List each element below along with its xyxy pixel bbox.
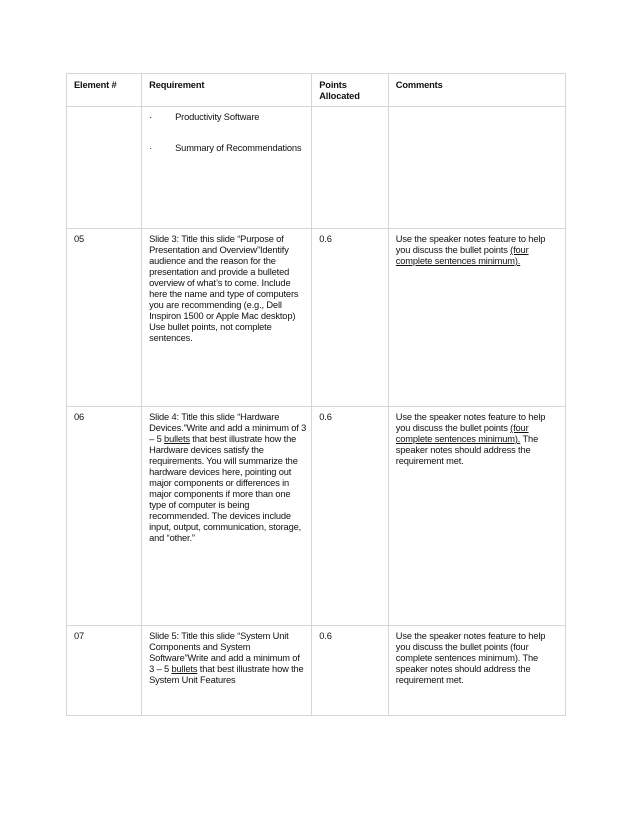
bullet-text: Productivity Software xyxy=(175,112,260,122)
table-row-continued xyxy=(67,107,566,229)
bullet-marker: · xyxy=(149,112,153,122)
requirements-table xyxy=(66,73,566,716)
cell-comments xyxy=(388,407,565,626)
cell-points: 0.6 xyxy=(312,626,389,716)
cell-element: 07 xyxy=(67,626,142,716)
comment-text: Use the speaker notes feature to help you discuss the bullet points xyxy=(395,412,546,433)
cell-element xyxy=(67,107,142,229)
header-points: Points Allocated xyxy=(312,74,389,107)
cell-requirement xyxy=(142,626,312,716)
requirement-text: Slide 5: Title this slide “System Unit Components and System Software”Write and add a minimum of 3 – 5 xyxy=(149,631,300,674)
table-row xyxy=(67,229,566,407)
table-row xyxy=(67,407,566,626)
cell-requirement xyxy=(142,107,312,229)
requirement-text: Slide 4: Title this slide “Hardware Devices.”Write and add a minimum of 3 – 5 xyxy=(149,412,307,444)
header-requirement: Requirement xyxy=(142,74,312,107)
bullet-item-summary xyxy=(149,143,306,154)
cell-requirement: Slide 3: Title this slide “Purpose of Presentation and Overview”Identify audience and the reason for the presentation and provide a bulleted overview of what’s to come. Include here the name and type of computers you are recommending (e.g., Dell Inspiron 1500 or Apple Mac desktop) Use bullet points, not complete sentences. xyxy=(142,229,312,407)
bullets-link[interactable]: bullets xyxy=(164,434,190,444)
cell-element: 05 xyxy=(67,229,142,407)
comment-text: The speaker notes should address the requirement met. xyxy=(395,434,539,466)
cell-comments xyxy=(388,107,565,229)
cell-comments xyxy=(388,229,565,407)
bullet-text: Summary of Recommendations xyxy=(175,143,302,153)
requirement-text: that best illustrate how the Hardware devices satisfy the requirements. You will summarize the hardware devices here, pointing out major components or differences in major components if more than one type of computer is being recommended. The devices include input, output, communication, storage, and “other.” xyxy=(149,434,302,543)
table-header-row xyxy=(67,74,566,107)
requirement-text: that best illustrate how the System Unit Features xyxy=(149,664,304,685)
header-comments: Comments xyxy=(388,74,565,107)
cell-points: 0.6 xyxy=(312,407,389,626)
cell-requirement xyxy=(142,407,312,626)
comment-underlined: (four complete sentences minimum). xyxy=(395,423,529,444)
header-element: Element # xyxy=(67,74,142,107)
cell-points: 0.6 xyxy=(312,229,389,407)
cell-points xyxy=(312,107,389,229)
cell-comments: Use the speaker notes feature to help you discuss the bullet points (four complete sentences minimum). The speaker notes should address the requirement met. xyxy=(388,626,565,716)
bullet-marker: · xyxy=(149,143,153,153)
bullet-item-productivity xyxy=(149,112,306,123)
table-row xyxy=(67,626,566,716)
bullets-link[interactable]: bullets xyxy=(171,664,198,674)
cell-element: 06 xyxy=(67,407,142,626)
comment-text: Use the speaker notes feature to help you discuss the bullet points xyxy=(395,234,546,255)
comment-underlined: (four complete sentences minimum). xyxy=(395,245,529,266)
